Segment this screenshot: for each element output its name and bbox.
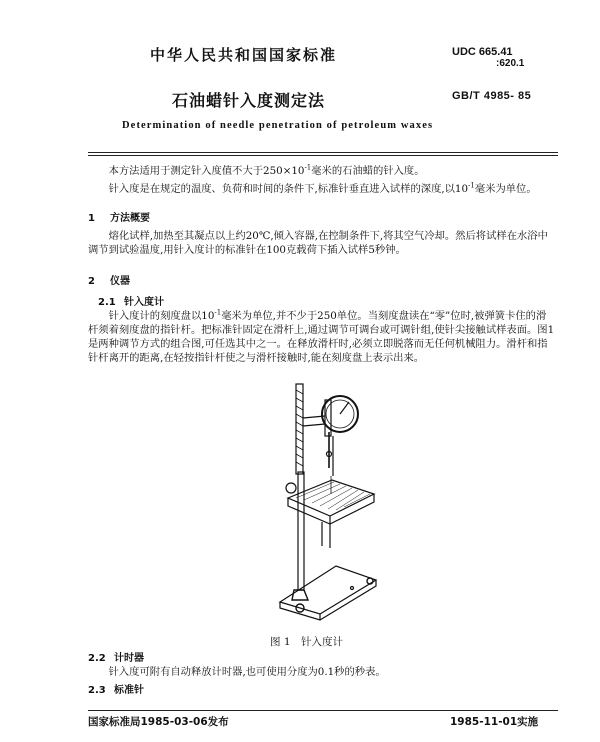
threaded-rod — [296, 384, 303, 474]
subsection-2-1-number: 2.1 — [98, 297, 116, 308]
subsection-2-1-title: 针入度计 — [124, 297, 164, 308]
intro-p1-text-b: 毫米的石油蜡的针入度。 — [311, 165, 425, 177]
header-rule-double — [88, 155, 558, 156]
udc-code-2: :620.1 — [496, 58, 525, 69]
udc-classification — [452, 46, 524, 70]
subsection-2-2-body: 针入度可附有自动释放计时器,也可使用分度为0.1秒的秒表。 — [108, 666, 386, 678]
section-1-title: 方法概要 — [110, 213, 150, 224]
udc-label: UDC — [452, 46, 476, 58]
section-1-number: 1 — [88, 213, 95, 224]
intro-p2-text-a: 针入度是在规定的温度、负荷和时间的条件下,标准针垂直进入试样的深度,以10 — [108, 183, 469, 195]
adjust-knob — [286, 483, 296, 493]
intro-paragraph-1 — [88, 164, 556, 178]
subsection-2-3-heading — [88, 681, 144, 696]
section-2-heading — [88, 272, 130, 287]
issuing-organization: 中华人民共和国国家标准 — [150, 46, 338, 64]
subsection-2-2-title: 计时器 — [114, 653, 144, 664]
penetrometer-figure — [270, 376, 390, 624]
section-2-title: 仪器 — [110, 276, 130, 287]
section-2-number: 2 — [88, 276, 95, 287]
subsection-2-1-exponent: -1 — [214, 308, 222, 317]
footer-rule — [88, 710, 558, 711]
title-chinese: 石油蜡针入度测定法 — [172, 91, 326, 110]
subsection-2-3-number: 2.3 — [88, 685, 106, 696]
header-rule — [88, 152, 558, 153]
subsection-2-1-body — [88, 309, 556, 365]
subsection-2-1-heading — [98, 293, 164, 308]
standard-number: GB/T 4985- 85 — [452, 90, 532, 102]
section-1-heading — [88, 209, 150, 224]
subsection-2-2-number: 2.2 — [88, 653, 106, 664]
intro-p1-text-a: 本方法适用于测定针入度值不大于250×10 — [108, 165, 305, 177]
intro-p2-text-b: 毫米为单位。 — [474, 183, 537, 195]
intro-paragraph-2 — [88, 182, 556, 196]
subsection-2-1-text-a: 针入度计的刻度盘以10 — [108, 310, 215, 322]
intro-p1-exponent: -1 — [304, 163, 312, 172]
main-column — [298, 472, 304, 590]
title-english: Determination of needle penetration of petroleum waxes — [122, 120, 434, 131]
intro-p2-exponent: -1 — [468, 181, 475, 190]
section-1-body: 熔化试样,加热至其凝点以上约20℃,倾入容器,在控制条件下,将其空气冷却。然后将试样在水浴中调节到试验温度,用针入度计的标准针在100克载荷下插入试样5秒钟。 — [88, 230, 548, 256]
subsection-2-1-text-b: 毫米为单位,并不少于250单位。当刻度盘读在“零”位时,被弹簧卡住的滑杆须着刻度盘的指针杆。把标准针固定在滑杆上,通过调节可调台或可调针组,使针尖接触试样表面。图1是两种调节方式的组合图,可任选其中之一。在释放滑杆时,必须立即脱落而无任何机械阻力。滑杆和指针杆离开的距离,在轻按指针杆使之与滑杆接触时,能在刻度盘上表示出来。 — [88, 310, 555, 364]
subsection-2-2-heading — [88, 649, 144, 664]
effective-date: 1985-11-01实施 — [450, 716, 539, 728]
figure-1-caption: 图 1 针入度计 — [270, 636, 344, 648]
subsection-2-3-title: 标准针 — [114, 685, 144, 696]
udc-code-1: 665.41 — [478, 46, 513, 58]
issue-date: 国家标准局1985-03-06发布 — [88, 716, 229, 728]
